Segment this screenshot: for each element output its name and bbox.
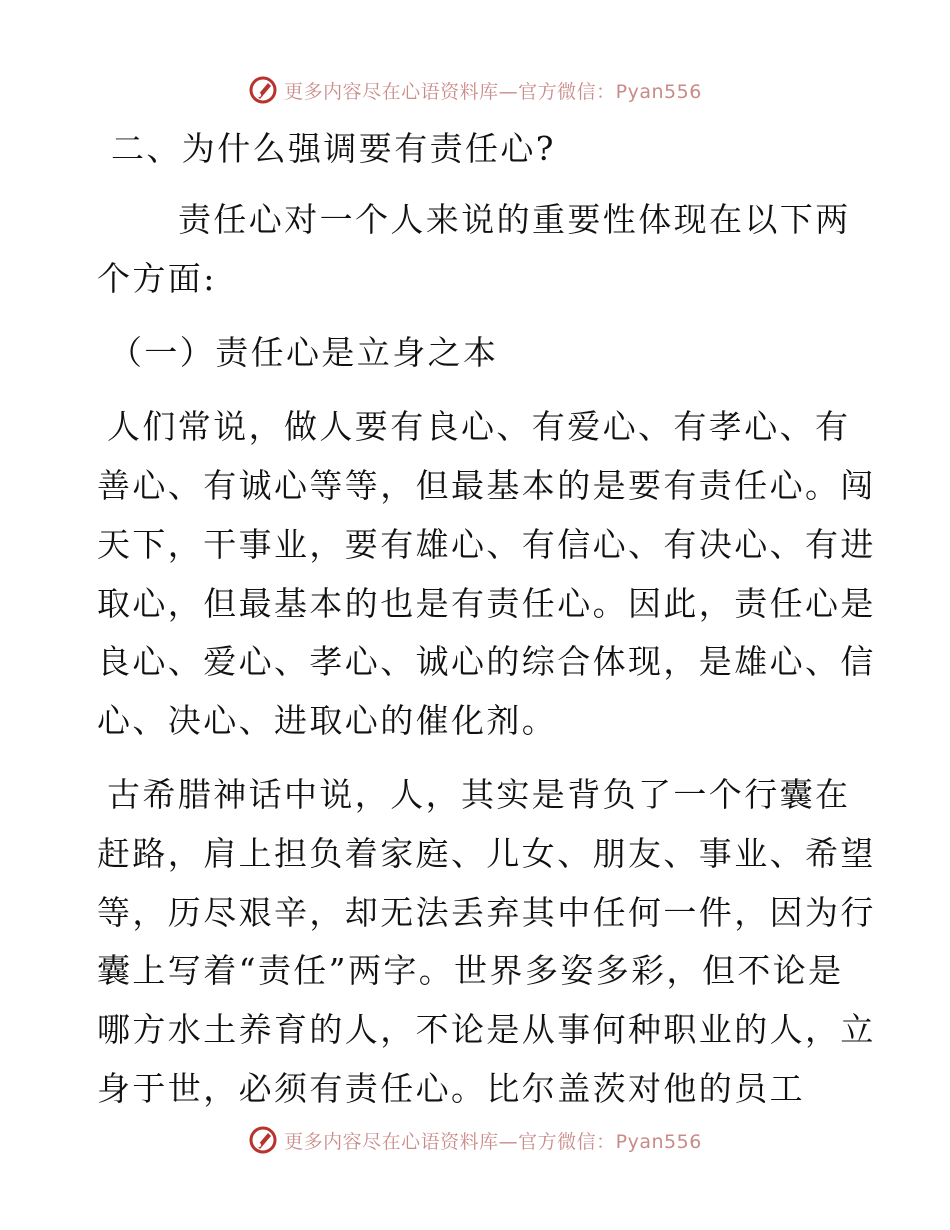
- banner-text: 更多内容尽在心语资料库—官方微信：Pyan556: [284, 80, 702, 103]
- paragraph-line: 身于世，必须有责任心。比尔盖茨对他的员工: [97, 1069, 805, 1108]
- paragraph-line: 善心、有诚心等等，但最基本的是要有责任心。闯: [97, 466, 876, 505]
- subsection-heading: （一）责任心是立身之本: [109, 333, 499, 372]
- pen-logo-icon: [248, 1125, 278, 1155]
- paragraph-line: 人们常说，做人要有良心、有爱心、有孝心、有: [107, 407, 851, 446]
- intro-line: 个方面:: [97, 259, 217, 298]
- paragraph-line: 等，历尽艰辛，却无法丢弃其中任何一件，因为行: [97, 893, 876, 932]
- paragraph-line: 囊上写着“责任”两字。世界多姿多彩，但不论是: [97, 951, 844, 990]
- header-banner: [0, 70, 950, 110]
- paragraph-line: 赶路，肩上担负着家庭、儿女、朋友、事业、希望: [97, 834, 876, 873]
- paragraph-line: 良心、爱心、孝心、诚心的综合体现，是雄心、信: [97, 642, 876, 681]
- paragraph-line: 哪方水土养育的人，不论是从事何种职业的人，立: [97, 1010, 876, 1049]
- paragraph-line: 天下，干事业，要有雄心、有信心、有决心、有进: [97, 525, 876, 564]
- paragraph-line: 取心，但最基本的也是有责任心。因此，责任心是: [97, 584, 876, 623]
- intro-line: 责任心对一个人来说的重要性体现在以下两: [178, 200, 851, 239]
- pen-logo-icon: [248, 75, 278, 105]
- paragraph-line: 古希腊神话中说，人，其实是背负了一个行囊在: [107, 775, 851, 814]
- banner-text: 更多内容尽在心语资料库—官方微信：Pyan556: [284, 1130, 702, 1153]
- paragraph-line: 心、决心、进取心的催化剂。: [97, 701, 558, 740]
- section-heading: 二、为什么强调要有责任心?: [111, 129, 556, 168]
- footer-banner: [0, 1120, 950, 1160]
